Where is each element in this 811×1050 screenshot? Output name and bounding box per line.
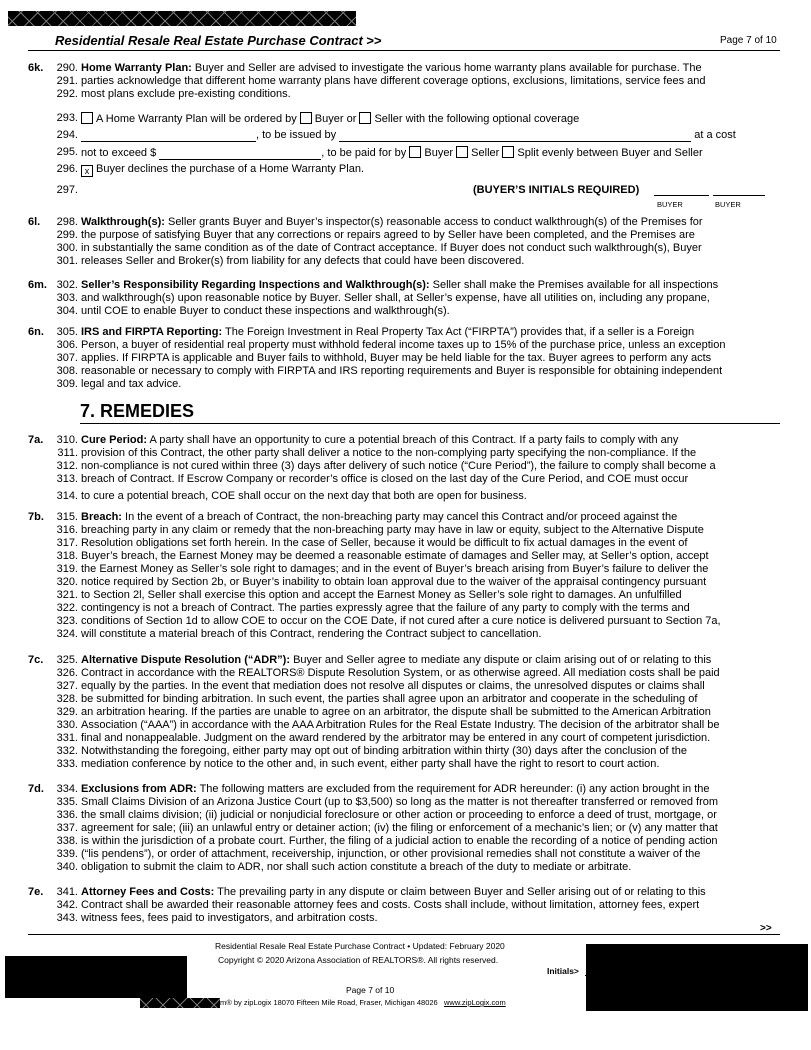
footer-rule	[28, 934, 780, 935]
contract-line-332	[81, 745, 687, 758]
footer-producer: m® by zipLogix 18070 Fifteen Mile Road, Fraser, Michigan 48026 www.zipLogix.com	[220, 998, 506, 1007]
line-number: 315.	[56, 511, 78, 523]
contract-line-292	[81, 88, 291, 101]
line-number: 330.	[56, 719, 78, 731]
redaction-footer-right	[586, 944, 808, 1011]
clause-text: contingency is not a breach of Contract. The parties expressly agree that the failure of any party to comply with the terms and	[81, 602, 690, 614]
contract-line-336	[81, 809, 717, 822]
clause-text: Resolution obligations set forth herein. In the case of Seller, because it would be difficult to fix actual damages in the event of	[81, 537, 688, 549]
line-number: 322.	[56, 602, 78, 614]
contract-line-322	[81, 602, 690, 615]
clause-title: IRS and FIRPTA Reporting:	[81, 326, 223, 338]
line-number: 316.	[56, 524, 78, 536]
section-number-6n: 6n.	[28, 326, 44, 338]
contract-line-307	[81, 352, 711, 365]
buyer-declines-checkbox[interactable]: x	[81, 165, 93, 177]
clause-text: The Foreign Investment in Real Property Tax Act (“FIRPTA”) provides that, if a seller is a Foreign	[222, 326, 695, 338]
paid-by-label: , to be paid for by	[321, 147, 407, 159]
contract-line-337	[81, 822, 718, 835]
ordered-by-seller-checkbox[interactable]	[359, 112, 371, 124]
line-number: 295.	[56, 146, 78, 158]
line-number: 329.	[56, 706, 78, 718]
ordered-by-seller-label: Seller with the following optional coverage	[374, 113, 580, 125]
contract-line-330	[81, 719, 720, 732]
line-number: 340.	[56, 861, 78, 873]
clause-title: Breach:	[81, 511, 122, 523]
contract-line-318	[81, 550, 709, 563]
line-number: 317.	[56, 537, 78, 549]
contract-line-305	[81, 326, 694, 339]
buyer-initials-required: (BUYER’S INITIALS REQUIRED)	[473, 184, 640, 196]
clause-text: Small Claims Division of an Arizona Justice Court (up to $3,500) so long as the matter is not thereafter transferred or removed from	[81, 796, 719, 808]
issued-by-label: , to be issued by	[256, 129, 337, 141]
line-number: 321.	[56, 589, 78, 601]
contract-line-308	[81, 365, 722, 378]
contract-line-304	[81, 305, 450, 318]
header-title: Residential Resale Real Estate Purchase Contract >>	[55, 33, 382, 48]
line-number: 300.	[56, 242, 78, 254]
clause-text: final and nonappealable. Judgment on the award rendered by the arbitrator may be entered in any court of competent jurisdiction.	[81, 732, 711, 744]
line-number: 304.	[56, 305, 78, 317]
cost-limit-field[interactable]	[159, 148, 321, 160]
contract-line-291	[81, 75, 706, 88]
line-number: 311.	[57, 447, 78, 459]
contract-line-301	[81, 255, 524, 268]
clause-text: Contract shall be awarded their reasonable attorney fees and costs. Costs shall include, without limitation, attorney fees, expert	[81, 899, 700, 911]
buyer-initials-field-2[interactable]	[713, 184, 765, 196]
contract-line-300	[81, 242, 702, 255]
footer-copyright: Copyright © 2020 Arizona Association of REALTORS®. All rights reserved.	[218, 955, 499, 965]
footer-initials-label: Initials>	[547, 966, 579, 976]
clause-text: (“lis pendens”), or order of attachment, receivership, injunction, or other provisional remedies shall not constitute a waiver of the	[81, 848, 701, 860]
section-number-6k: 6k.	[28, 62, 44, 74]
paid-by-seller-checkbox[interactable]	[456, 146, 468, 158]
contract-line-321	[81, 589, 682, 602]
clause-text: be submitted for binding arbitration. In such event, the parties shall agree upon an arbitrator and cooperate in the scheduling of	[81, 693, 698, 705]
clause-title: Attorney Fees and Costs:	[81, 886, 215, 898]
clause-text: the purpose of satisfying Buyer that any corrections or repairs agreed to by Seller have been completed, and the Premises are	[81, 229, 695, 241]
redaction-top	[8, 11, 356, 26]
paid-by-buyer-checkbox[interactable]	[409, 146, 421, 158]
clause-text: Buyer and Seller are advised to investigate the various home warranty plans available for purchase. The	[191, 62, 702, 74]
contract-line-338	[81, 835, 718, 848]
contract-line-343	[81, 912, 378, 925]
contract-line-313	[81, 473, 688, 486]
clause-title: Home Warranty Plan:	[81, 62, 192, 74]
clause-text: witness fees, fees paid to investigators, and arbitration costs.	[81, 912, 378, 924]
line-number: 335.	[56, 796, 78, 808]
clause-text: A party shall have an opportunity to cure a potential breach of this Contract. If a party fails to comply with any	[147, 434, 679, 446]
contract-line-320	[81, 576, 706, 589]
line-number: 312.	[56, 460, 78, 472]
contract-line-333	[81, 758, 659, 771]
paid-by-seller-label: Seller	[471, 147, 500, 159]
line-number: 308.	[56, 365, 78, 377]
line-number: 333.	[56, 758, 78, 770]
clause-text: Seller shall make the Premises available for all inspections	[429, 279, 719, 291]
buyer-declines-label: Buyer declines the purchase of a Home Warranty Plan.	[96, 163, 365, 175]
clause-text: equally by the parties. In the event that mediation does not resolve all disputes or claims, the unresolved disputes or claims shall	[81, 680, 705, 692]
clause-text: is within the jurisdiction of a probate court. Further, the filing of a judicial action to enable the recording of a notice of pending action	[81, 835, 718, 847]
coverage-field[interactable]	[81, 130, 256, 142]
contract-line-303	[81, 292, 710, 305]
buyer-label-2: BUYER	[715, 200, 741, 209]
contract-line-309	[81, 378, 181, 391]
clause-text: will constitute a material breach of this Contract, rendering the Contract subject to cancellation.	[81, 628, 542, 640]
clause-text: provision of this Contract, the other party shall deliver a notice to the non-complying party specifying the non-compliance. If the	[81, 447, 697, 459]
clause-text: Buyer’s breach, the Earnest Money may be deemed a reasonable estimate of damages and Seller may, at Seller’s option, accept	[81, 550, 709, 562]
line-number: 310.	[56, 434, 78, 446]
line-number: 332.	[56, 745, 78, 757]
ordered-by-buyer-label: Buyer or	[314, 113, 357, 125]
contract-line-290	[81, 62, 702, 75]
contract-line-334	[81, 783, 710, 796]
clause-text: Buyer and Seller agree to mediate any dispute or claim arising out of or relating to this	[290, 654, 712, 666]
section-number-7e: 7e.	[28, 886, 44, 898]
line-number: 299.	[56, 229, 78, 241]
clause-title: Cure Period:	[81, 434, 148, 446]
ordered-by-buyer-checkbox[interactable]	[300, 112, 312, 124]
section-heading-remedies: 7. REMEDIES	[80, 401, 195, 421]
line-number: 293.	[56, 112, 78, 124]
clause-text: Notwithstanding the foregoing, either party may opt out of binding arbitration within thirty (30) days after the conclusion of the	[81, 745, 687, 757]
clause-text: agreement for sale; (iii) an unlawful entry or detainer action; (iv) the filing or enforcement of a mechanic’s lien; or (v) any matter that	[81, 822, 718, 834]
line-number: 324.	[56, 628, 78, 640]
contract-line-298	[81, 216, 703, 229]
clause-text: until COE to enable Buyer to conduct these inspections and walkthrough(s).	[81, 305, 450, 317]
contract-line-295	[81, 146, 703, 160]
contract-line-299	[81, 229, 695, 242]
contract-line-328	[81, 693, 697, 706]
line-number: 309.	[56, 378, 78, 390]
contract-line-324	[81, 628, 541, 641]
clause-text: Contract in accordance with the REALTORS® Dispute Resolution System, or as otherwise agreed. All mediation costs shall be paid	[81, 667, 720, 679]
paid-split-label: Split evenly between Buyer and Seller	[517, 147, 703, 159]
line-number: 342.	[56, 899, 78, 911]
heading-rule	[80, 423, 780, 424]
contract-line-317	[81, 537, 687, 550]
redaction-footer-strip	[140, 998, 220, 1008]
contract-line-325	[81, 654, 711, 667]
clause-text: reasonable or necessary to comply with FIRPTA and IRS reporting requirements and Buyer is responsible for obtaining independent	[81, 365, 723, 377]
line-number: 297.	[56, 184, 78, 196]
line-number: 291.	[56, 75, 78, 87]
clause-text: to Section 2l, Seller shall exercise this option and accept the Earnest Money as Seller’s sole right to damages. An unfulfilled	[81, 589, 682, 601]
section-number-7d: 7d.	[28, 783, 44, 795]
contract-line-310	[81, 434, 678, 447]
contract-line-331	[81, 732, 710, 745]
line-number: 314.	[56, 490, 78, 502]
clause-text: The following matters are excluded from the requirement for ADR hereunder: (i) any action brought in the	[196, 783, 710, 795]
redaction-footer-left	[5, 956, 187, 998]
line-number: 334.	[56, 783, 78, 795]
line-number: 338.	[56, 835, 78, 847]
line-number: 319.	[56, 563, 78, 575]
line-number: 328.	[56, 693, 78, 705]
clause-text: releases Seller and Broker(s) from liability for any defects that could have been discovered.	[81, 255, 525, 267]
at-a-cost-label: at a cost	[694, 129, 736, 141]
contract-line-339	[81, 848, 700, 861]
clause-title: Seller’s Responsibility Regarding Inspections and Walkthrough(s):	[81, 279, 430, 291]
cost-limit-label: not to exceed $	[81, 147, 157, 159]
line-number: 302.	[56, 279, 78, 291]
clause-text: non-compliance is not cured within three (3) days after delivery of such notice (“Cure Period”), the failure to comply shall become a	[81, 460, 716, 472]
clause-text: Association (“AAA”) in accordance with the AAA Arbitration Rules for the Real Estate Industry. The decision of the arbitrator shall be	[81, 719, 720, 731]
issuer-field[interactable]	[339, 130, 691, 142]
line-number: 318.	[56, 550, 78, 562]
contract-line-341	[81, 886, 706, 899]
line-number: 341.	[56, 886, 78, 898]
clause-text: In the event of a breach of Contract, the non-breaching party may cancel this Contract and/or proceed against the	[121, 511, 678, 523]
clause-title: Walkthrough(s):	[81, 216, 165, 228]
line-number: 323.	[56, 615, 78, 627]
line-number: 336.	[56, 809, 78, 821]
footer-next-arrow: >>	[760, 923, 772, 934]
line-number: 298.	[56, 216, 78, 228]
clause-text: breaching party in any claim or remedy that the non-breaching party may have in law or equity, subject to the Alternative Dispute	[81, 524, 704, 536]
section-number-7b: 7b.	[28, 511, 44, 523]
line-number: 305.	[56, 326, 78, 338]
contract-line-329	[81, 706, 711, 719]
clause-text: most plans exclude pre-existing conditions.	[81, 88, 291, 100]
clause-text: notice required by Section 2b, or Buyer’s inability to obtain loan approval due to the waiver of the appraisal contingency pursuant	[81, 576, 707, 588]
paid-by-buyer-label: Buyer	[424, 147, 454, 159]
clause-text: The prevailing party in any dispute or claim between Buyer and Seller arising out of or relating to this	[214, 886, 706, 898]
contract-line-327	[81, 680, 705, 693]
contract-line-323	[81, 615, 721, 628]
line-number: 331.	[56, 732, 78, 744]
line-number: 290.	[56, 62, 78, 74]
section-number-7c: 7c.	[28, 654, 44, 666]
clause-text: Person, a buyer of residential real property must withhold federal income taxes up to 15% of the purchase price, unless an exception	[81, 339, 726, 351]
contract-line-312	[81, 460, 716, 473]
contract-line-342	[81, 899, 699, 912]
line-number: 343.	[56, 912, 78, 924]
contract-line-326	[81, 667, 720, 680]
line-number: 303.	[56, 292, 78, 304]
clause-text: mediation conference by notice to the other and, in such event, either party shall have the right to resort to court action.	[81, 758, 660, 770]
clause-text: conditions of Section 1d to allow COE to occur on the COE Date, if not cured after a cure notice is delivered pursuant to Section 7a,	[81, 615, 721, 627]
contract-line-306	[81, 339, 725, 352]
line-number: 313.	[56, 473, 78, 485]
line-number: 320.	[56, 576, 78, 588]
clause-text: legal and tax advice.	[81, 378, 182, 390]
contract-line-315	[81, 511, 677, 524]
buyer-initials-field-1[interactable]	[654, 184, 709, 196]
clause-text: the small claims division; (ii) judicial or nonjudicial foreclosure or other action or proceeding to enforce a deed of trust, mortgage, or	[81, 809, 717, 821]
line-number: 325.	[56, 654, 78, 666]
line-number: 306.	[56, 339, 78, 351]
clause-text: obligation to submit the claim to ADR, nor shall such action constitute a breach of the duty to mediate or arbitrate.	[81, 861, 632, 873]
clause-text: applies. If FIRPTA is applicable and Buyer fails to withhold, Buyer may be held liable for the tax. Buyer agrees to perform any acts	[81, 352, 712, 364]
clause-text: to cure a potential breach, COE shall occur on the next day that both are open for business.	[81, 490, 527, 502]
clause-text: in substantially the same condition as of the date of Contract acceptance. If Buyer does not conduct such walkthrough(s), Buyer	[81, 242, 702, 254]
contract-line-302	[81, 279, 718, 292]
line-number: 292.	[56, 88, 78, 100]
line-number: 296.	[56, 163, 78, 175]
line-number: 337.	[56, 822, 78, 834]
contract-line-316	[81, 524, 704, 537]
line-number: 301.	[56, 255, 78, 267]
contract-line-296	[81, 163, 364, 177]
clause-text: parties acknowledge that different home warranty plans have different coverage options, exclusions, limitations, service fees and	[81, 75, 706, 87]
footer-form-line: Residential Resale Real Estate Purchase Contract • Updated: February 2020	[215, 941, 505, 951]
buyer-label-1: BUYER	[657, 200, 683, 209]
section-number-6l: 6l.	[28, 216, 41, 228]
clause-text: Seller grants Buyer and Buyer’s inspector(s) reasonable access to conduct walkthrough(s) of the Premises for	[164, 216, 703, 228]
paid-split-checkbox[interactable]	[502, 146, 514, 158]
header-page-number: Page 7 of 10	[720, 35, 777, 46]
contract-line-311	[81, 447, 696, 460]
warranty-ordered-label: A Home Warranty Plan will be ordered by	[96, 113, 297, 125]
contract-line-294	[81, 129, 736, 142]
contract-line-319	[81, 563, 708, 576]
clause-text: an arbitration hearing. If the parties are unable to agree on an arbitrator, the dispute shall be submitted to the American Arbitration	[81, 706, 711, 718]
clause-title: Exclusions from ADR:	[81, 783, 197, 795]
contract-line-340	[81, 861, 631, 874]
line-number: 339.	[56, 848, 78, 860]
section-number-6m: 6m.	[28, 279, 47, 291]
contract-line-335	[81, 796, 718, 809]
line-number: 327.	[56, 680, 78, 692]
contract-line-314	[81, 490, 527, 503]
clause-title: Alternative Dispute Resolution (“ADR”):	[81, 654, 291, 666]
line-number: 326.	[56, 667, 78, 679]
clause-text: the Earnest Money as Seller’s sole right to damages; and in the event of Buyer’s breach arising from Buyer’s failure to deliver the	[81, 563, 709, 575]
home-warranty-checkbox[interactable]	[81, 112, 93, 124]
line-number: 294.	[56, 129, 78, 141]
header-rule	[28, 50, 780, 51]
contract-line-293	[81, 112, 579, 126]
line-number: 307.	[56, 352, 78, 364]
clause-text: and walkthrough(s) upon reasonable notice by Buyer. Seller shall, at Seller’s expense, have all utilities on, including any propane,	[81, 292, 710, 304]
clause-text: breach of Contract. If Escrow Company or recorder’s office is closed on the last day of the Cure Period, and COE must occur	[81, 473, 689, 485]
footer-page-number: Page 7 of 10	[346, 985, 395, 995]
section-number-7a: 7a.	[28, 434, 44, 446]
